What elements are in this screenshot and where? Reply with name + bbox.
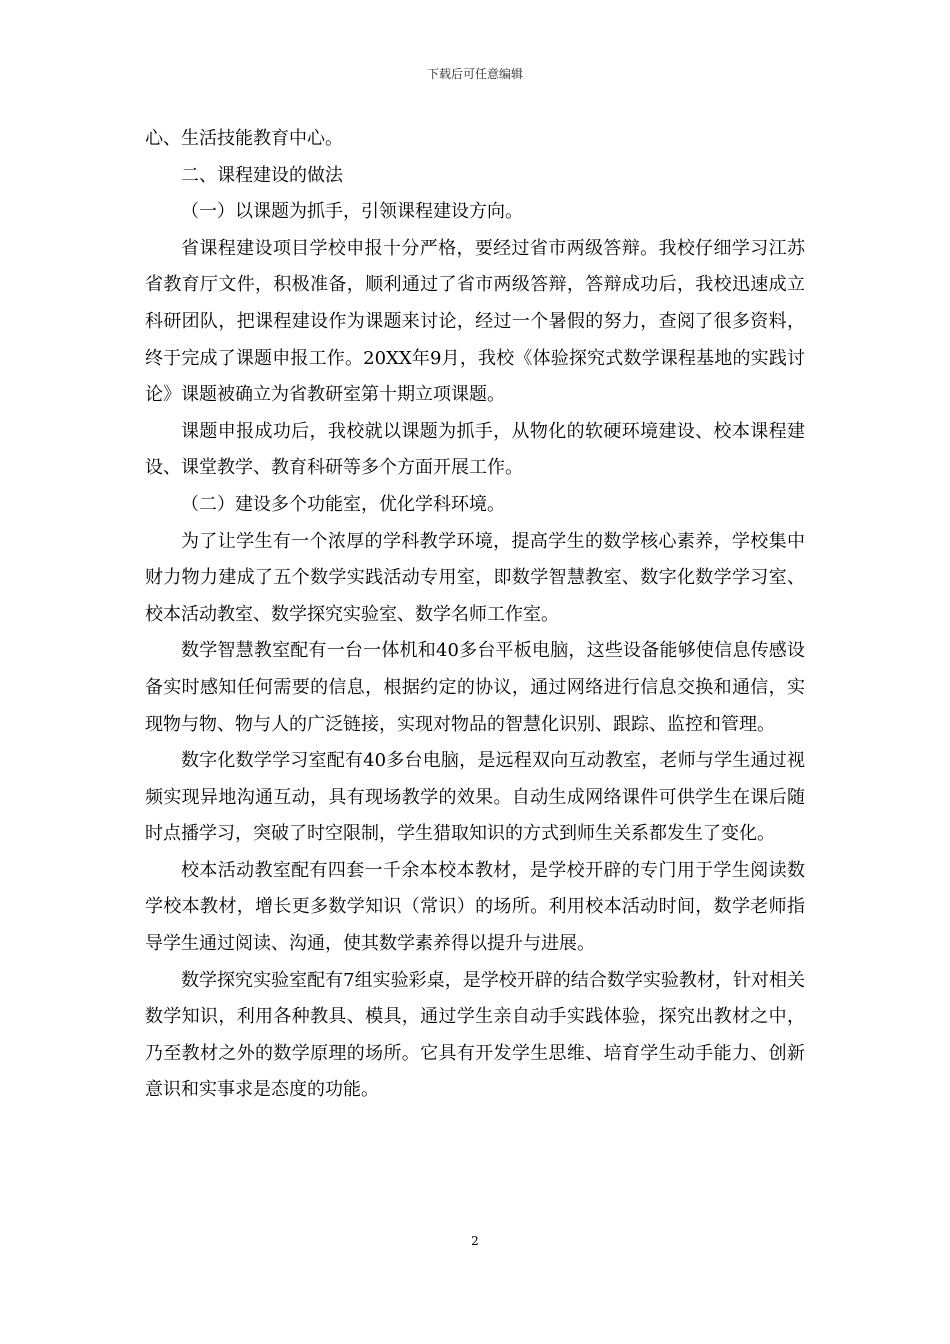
document-body [145, 121, 805, 1109]
paragraph: 省课程建设项目学校申报十分严格，要经过省市两级答辩。我校仔细学习江苏省教育厅文件，积极准备，顺利通过了省市两级答辩，答辩成功后，我校迅速成立科研团队，把课程建设作为课题来讨论，经过一个暑假的努力，查阅了很多资料，终于完成了课题申报工作。20XX年9月，我校《体验探究式数学课程基地的实践讨论》课题被确立为省教研室第十期立项课题。 [145, 237, 805, 406]
page-header: 下载后可任意编辑 [426, 67, 523, 81]
page-number: 2 [471, 1234, 479, 1248]
paragraph: 校本活动教室配有四套一千余本校本教材，是学校开辟的专门用于学生阅读数学校本教材，增长更多数学知识（常识）的场所。利用校本活动时间，数学老师指导学生通过阅读、沟通，使其数学素养得以提升与进展。 [145, 859, 805, 955]
paragraph: 数学智慧教室配有一台一体机和40多台平板电脑，这些设备能够使信息传感设备实时感知任何需要的信息，根据约定的协议，通过网络进行信息交换和通信，实现物与物、物与人的广泛链接，实现对物品的智慧化识别、跟踪、监控和管理。 [145, 640, 805, 735]
paragraph: 课题申报成功后，我校就以课题为抓手，从物化的软硬环境建设、校本课程建设、课堂教学、教育科研等多个方面开展工作。 [145, 420, 805, 479]
section-heading: 二、课程建设的做法 [181, 164, 343, 186]
paragraph: 为了让学生有一个浓厚的学科教学环境，提高学生的数学核心素养，学校集中财力物力建成了五个数学实践活动专用室，即数学智慧教室、数字化数学学习室、校本活动教室、数学探究实验室、数学名师工作室。 [145, 530, 805, 625]
paragraph-continuation: 心、生活技能教育中心。 [145, 128, 343, 149]
paragraph: 数学探究实验室配有7组实验彩桌，是学校开辟的结合数学实验教材，针对相关数学知识，利用各种教具、模具，通过学生亲自动手实践体验，探究出教材之中，乃至教材之外的数学原理的场所。它具有开发学生思维、培育学生动手能力、创新意识和实事求是态度的功能。 [145, 969, 805, 1101]
subsection-heading-2: （二）建设多个功能室，优化学科环境。 [181, 493, 505, 515]
paragraph: 数字化数学学习室配有40多台电脑，是远程双向互动教室，老师与学生通过视频实现异地沟通互动，具有现场教学的效果。自动生成网络课件可供学生在课后随时点播学习，突破了时空限制，学生猎取知识的方式到师生关系都发生了变化。 [145, 750, 805, 845]
subsection-heading-1: （一）以课题为抓手，引领课程建设方向。 [181, 201, 523, 223]
